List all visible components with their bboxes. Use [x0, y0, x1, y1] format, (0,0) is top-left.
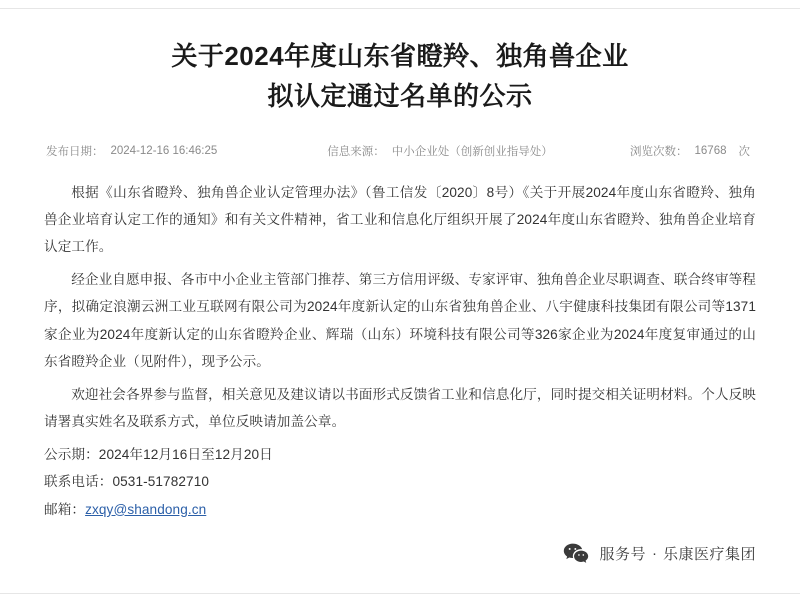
information-source-value: 中小企业处（创新创业指导处） — [391, 145, 553, 158]
notice-period-line — [44, 441, 756, 468]
contact-email-label: 邮箱： — [44, 501, 86, 517]
notice-period-label: 公示期： — [44, 447, 99, 463]
bottom-divider — [0, 593, 800, 594]
information-source — [327, 143, 553, 159]
view-count — [630, 143, 750, 159]
wechat-icon — [563, 542, 589, 564]
publisher-separator: · — [651, 544, 657, 562]
view-count-unit: 次 — [738, 145, 750, 158]
contact-phone-value: 0531-51782710 — [112, 474, 210, 490]
notice-period-value: 2024年12月16日至12月20日 — [98, 447, 273, 463]
publisher-badge — [563, 542, 756, 564]
page-title-line-1: 关于2024年度山东省瞪羚、独角兽企业 — [171, 41, 629, 71]
contact-phone-line — [44, 468, 756, 495]
view-count-value: 16768 — [694, 144, 727, 157]
top-divider — [0, 8, 800, 9]
paragraph-3: 欢迎社会各界参与监督，相关意见及建议请以书面形式反馈省工业和信息化厅，同时提交相关证明材料。个人反映请署真实姓名及联系方式，单位反映请加盖公章。 — [44, 386, 756, 430]
publish-date-label: 发布日期： — [46, 145, 104, 158]
contact-phone-label: 联系电话： — [44, 474, 113, 490]
paragraph-2: 经企业自愿申报、各市中小企业主管部门推荐、第三方信用评级、专家评审、独角兽企业尽职调查、联合终审等程序，拟确定浪潮云洲工业互联网有限公司为2024年度新认定的山东省独角兽企业、八宇健康科技集团有限公司等1371家企业为2024年度新认定的山东省瞪羚企业、辉瑞（山东）环境科技有限公司等326家企业为2024年度复审通过的山东省瞪羚企业（见附件），现予公示。 — [44, 272, 756, 369]
contact-email-value[interactable]: zxqy@shandong.cn — [85, 501, 207, 517]
document-meta-bar — [44, 143, 756, 159]
publisher-name: 乐康医疗集团 — [662, 545, 756, 563]
information-source-label: 信息来源： — [327, 145, 385, 158]
page-title — [80, 36, 720, 117]
view-count-label: 浏览次数： — [630, 145, 688, 158]
document-body — [44, 179, 756, 523]
publish-date — [46, 143, 217, 159]
publisher-prefix: 服务号 — [599, 545, 646, 563]
paragraph-1: 根据《山东省瞪羚、独角兽企业认定管理办法》（鲁工信发〔2020〕8号）《关于开展2024年度山东省瞪羚、独角兽企业培育认定工作的通知》和有关文件精神，省工业和信息化厅组织开展了2024年度山东省瞪羚、独角兽企业培育认定工作。 — [44, 184, 756, 254]
contact-email-line — [44, 496, 756, 523]
publish-date-value: 2024-12-16 16:46:25 — [110, 144, 218, 157]
page-title-line-2: 拟认定通过名单的公示 — [267, 81, 533, 112]
